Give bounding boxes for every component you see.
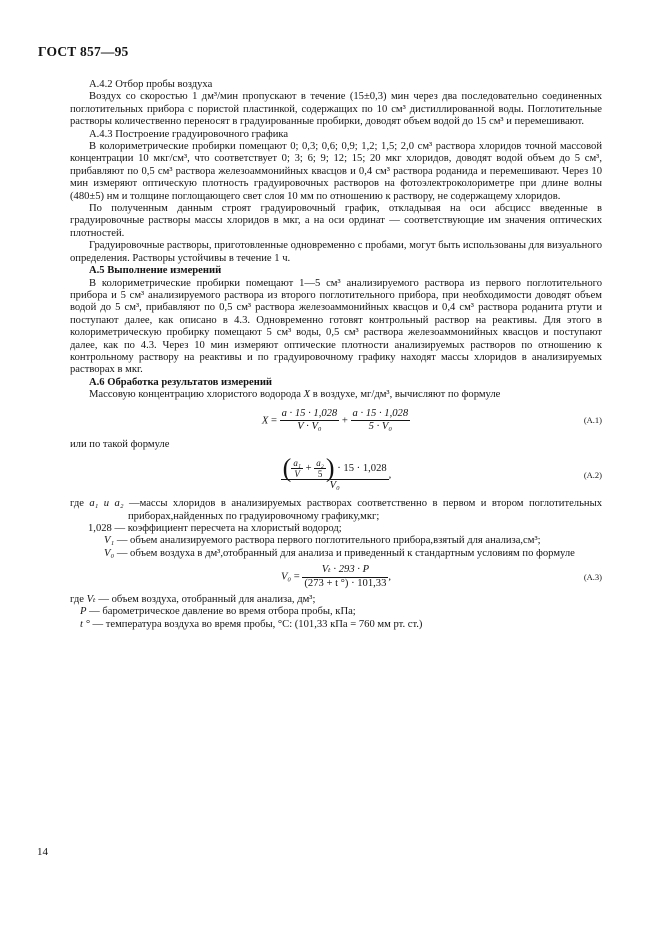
definition-coefficient: 1,028 — коэффициент пересчета на хлористый водород; — [88, 523, 342, 534]
equation-number: (А.2) — [583, 469, 602, 480]
definition-text: — объем анализируемого раствора первого поглотительного прибора,взятый для анализа,см³; — [116, 535, 541, 547]
document-header: ГОСТ 857—95 — [38, 44, 129, 59]
paragraph: В колориметрические пробирки помещают 0; 0,3; 0,6; 0,9; 1,2; 1,5; 2,0 см³ раствора хлоридов точной массовой концентрации 10 мкг/см³, что соответствует 0; 3; 6; 9; 12; 15; 20 мкг хлоридов, доводят водой объем до 5 см³, прибавляют по 0,5 см³ раствора железоаммонийных квасцов и 0,4 см³ раствора роданида и перемешивают. Через 10 мин измеряют оптическую плотность градуировочных растворов на фотоэлектроколориметре при длине волны (480±5) нм и толщине поглощающего свет слоя 10 мм по отношению к раствору, не содержащему хлоридов. — [70, 141, 602, 202]
definition-a1-a2: где a₁ и a₂ —массы хлоридов в анализируемых растворах соответственно в первом и втором поглотительных приборах,найденных по градуировочному графику,мкг; — [70, 498, 602, 522]
fraction-denominator: 5 · V₀ — [368, 420, 393, 432]
paragraph: Градуировочные растворы, приготовленные одновременно с пробами, могут быть использованы для визуального определения. Растворы устойчивы в течение 1 ч. — [70, 240, 602, 264]
fraction-main — [281, 453, 389, 492]
definition-v0 — [70, 548, 602, 560]
section-heading-a43: А.4.3 Построение градуировочного графика — [89, 128, 289, 140]
fraction-numerator: a₂ — [316, 457, 324, 468]
formula-a1: X = $\frac{a \cdot 15 \cdot 1,028}{\text{V · V₀}}$ + $\frac{a \cdot 15 \cdot 1,028}{\text{5 · V₀}}$ (А.1) — [261, 407, 602, 432]
section-heading-a5: А.5 Выполнение измерений — [89, 265, 222, 277]
fraction-numerator: Vₜ · 293 · P — [302, 564, 388, 577]
multiplier-text: · 15 · 1,028 — [337, 462, 387, 474]
fraction-main — [302, 564, 388, 590]
definition-p — [70, 606, 602, 618]
section-heading-a6: А.6 Обработка результатов измерений — [89, 376, 273, 388]
definition-variable: t ° — [80, 618, 90, 630]
definitions-list-2 — [70, 594, 602, 631]
definition-text: — температура воздуха во время пробы, °С: (101,33 кПа = 760 мм рт. ст.) — [92, 618, 423, 630]
intro-text-b: в воздухе, мг/дм³, вычисляют по формуле — [312, 389, 501, 401]
paragraph-intro — [70, 389, 602, 401]
fraction-numerator: a₁ — [293, 457, 301, 468]
definition-variable: Vₜ — [86, 594, 96, 606]
definition-text: — объем воздуха в дм³,отобранный для анализа и приведенный к стандартным условиям по формуле — [116, 547, 575, 559]
page-content — [70, 79, 602, 631]
formula-lhs: X — [261, 414, 269, 426]
paragraph: В колориметрические пробирки помещают 1—5 см³ анализируемого раствора из первого поглотительного прибора и 5 см³ анализируемого раствора из второго поглотительного прибора, при необходимости доводят объем водой до 5 см³, прибавляют по 0,5 см³ раствора железоаммонийных квасцов и 0,4 см³ раствора роданита ртути и поступают далее, как описано в 4.3. Одновременно готовят контрольный раствор на реактивы. Для этого в колориметрическую пробирку помещают 5 см³ воды, 0,5 см³ раствора железоаммонийных квасцов и поступают далее, как по 4.3. Через 10 мин измеряют оптические плотности анализируемых растворов по отношению к контрольному раствору на реактивы и по градуировочному графику находят массы хлоридов в анализируемых растворах в мкг. — [70, 277, 602, 376]
paragraph: или по такой формуле — [70, 439, 170, 451]
intro-text-a: Массовую концентрацию хлористого водорода — [89, 389, 301, 401]
fraction-numerator: ( $\frac{\text{a₁}}{V}$ + $\frac{\text{a₂}}{5}$ ) · 15 · 1,028 — [282, 453, 387, 483]
fraction-term1 — [280, 408, 340, 434]
definition-text: — объем воздуха, отобранный для анализа, дм³; — [98, 594, 316, 606]
definitions-list — [70, 498, 602, 560]
definition-v1 — [70, 535, 602, 547]
section-heading-a42: А.4.2 Отбор пробы воздуха — [89, 79, 213, 90]
fraction-inner2 — [314, 458, 326, 479]
definition-variable: V₀ — [104, 547, 115, 559]
formula-a3: V₀ = $\frac{\text{Vₜ · 293 · P}}{(273 + t ^\circ) \cdot 101,33}$ , (А.3) — [280, 564, 602, 589]
page-number: 14 — [37, 846, 48, 858]
intro-variable: X — [303, 389, 311, 401]
definition-variable: a₁ и a₂ — [89, 498, 124, 510]
paragraph: Воздух со скоростью 1 дм³/мин пропускают в течение (15±0,3) мин через два последовательно соединенных поглотительных прибора с пористой пластинкой, содержащих по 10 см³ дистиллированной воды. Поглотительные растворы количественно переносят в градуированные пробирки, доводят объем водой до 15 см³ и перемешивают. — [70, 91, 602, 128]
equation-number: (А.1) — [583, 415, 602, 426]
fraction-numerator: a · 15 · 1,028 — [280, 408, 340, 421]
fraction-numerator: a · 15 · 1,028 — [351, 408, 411, 421]
fraction-denominator: 5 — [317, 468, 323, 479]
definition-vt: где Vₜ — объем воздуха, отобранный для анализа, дм³; — [70, 594, 316, 606]
fraction-inner1 — [291, 458, 303, 479]
fraction-denominator: V — [294, 468, 300, 479]
definition-text: — барометрическое давление во время отбора пробы, кПа; — [89, 606, 356, 618]
equation-number: (А.3) — [583, 571, 602, 582]
definition-text: —массы хлоридов в анализируемых растворах соответственно в первом и втором поглотительных приборах,найденных по градуировочному графику,мкг; — [128, 498, 602, 522]
paragraph: По полученным данным строят градуировочный график, откладывая на оси абсцисс введенные в градуировочные растворы массы хлоридов в мкг, а на оси ординат — соответствующие им значения оптических плотностей. — [70, 203, 602, 239]
formula-a2: ( $\frac{\text{a₁}}{V}$ + $\frac{\text{a₂}}{5}$ ) · 15 · 1,028 V₀ , (А.2) — [282, 453, 602, 491]
fraction-denominator: (273 + t °) · 101,33 — [304, 577, 387, 589]
fraction-term2 — [351, 408, 411, 434]
definition-variable: V₁ — [104, 535, 115, 547]
fraction-denominator: V₀ — [329, 479, 340, 491]
fraction-denominator: V · V₀ — [297, 420, 322, 432]
definition-t — [70, 619, 602, 631]
formula-lhs: V₀ — [280, 571, 292, 583]
definition-variable: P — [80, 606, 87, 618]
